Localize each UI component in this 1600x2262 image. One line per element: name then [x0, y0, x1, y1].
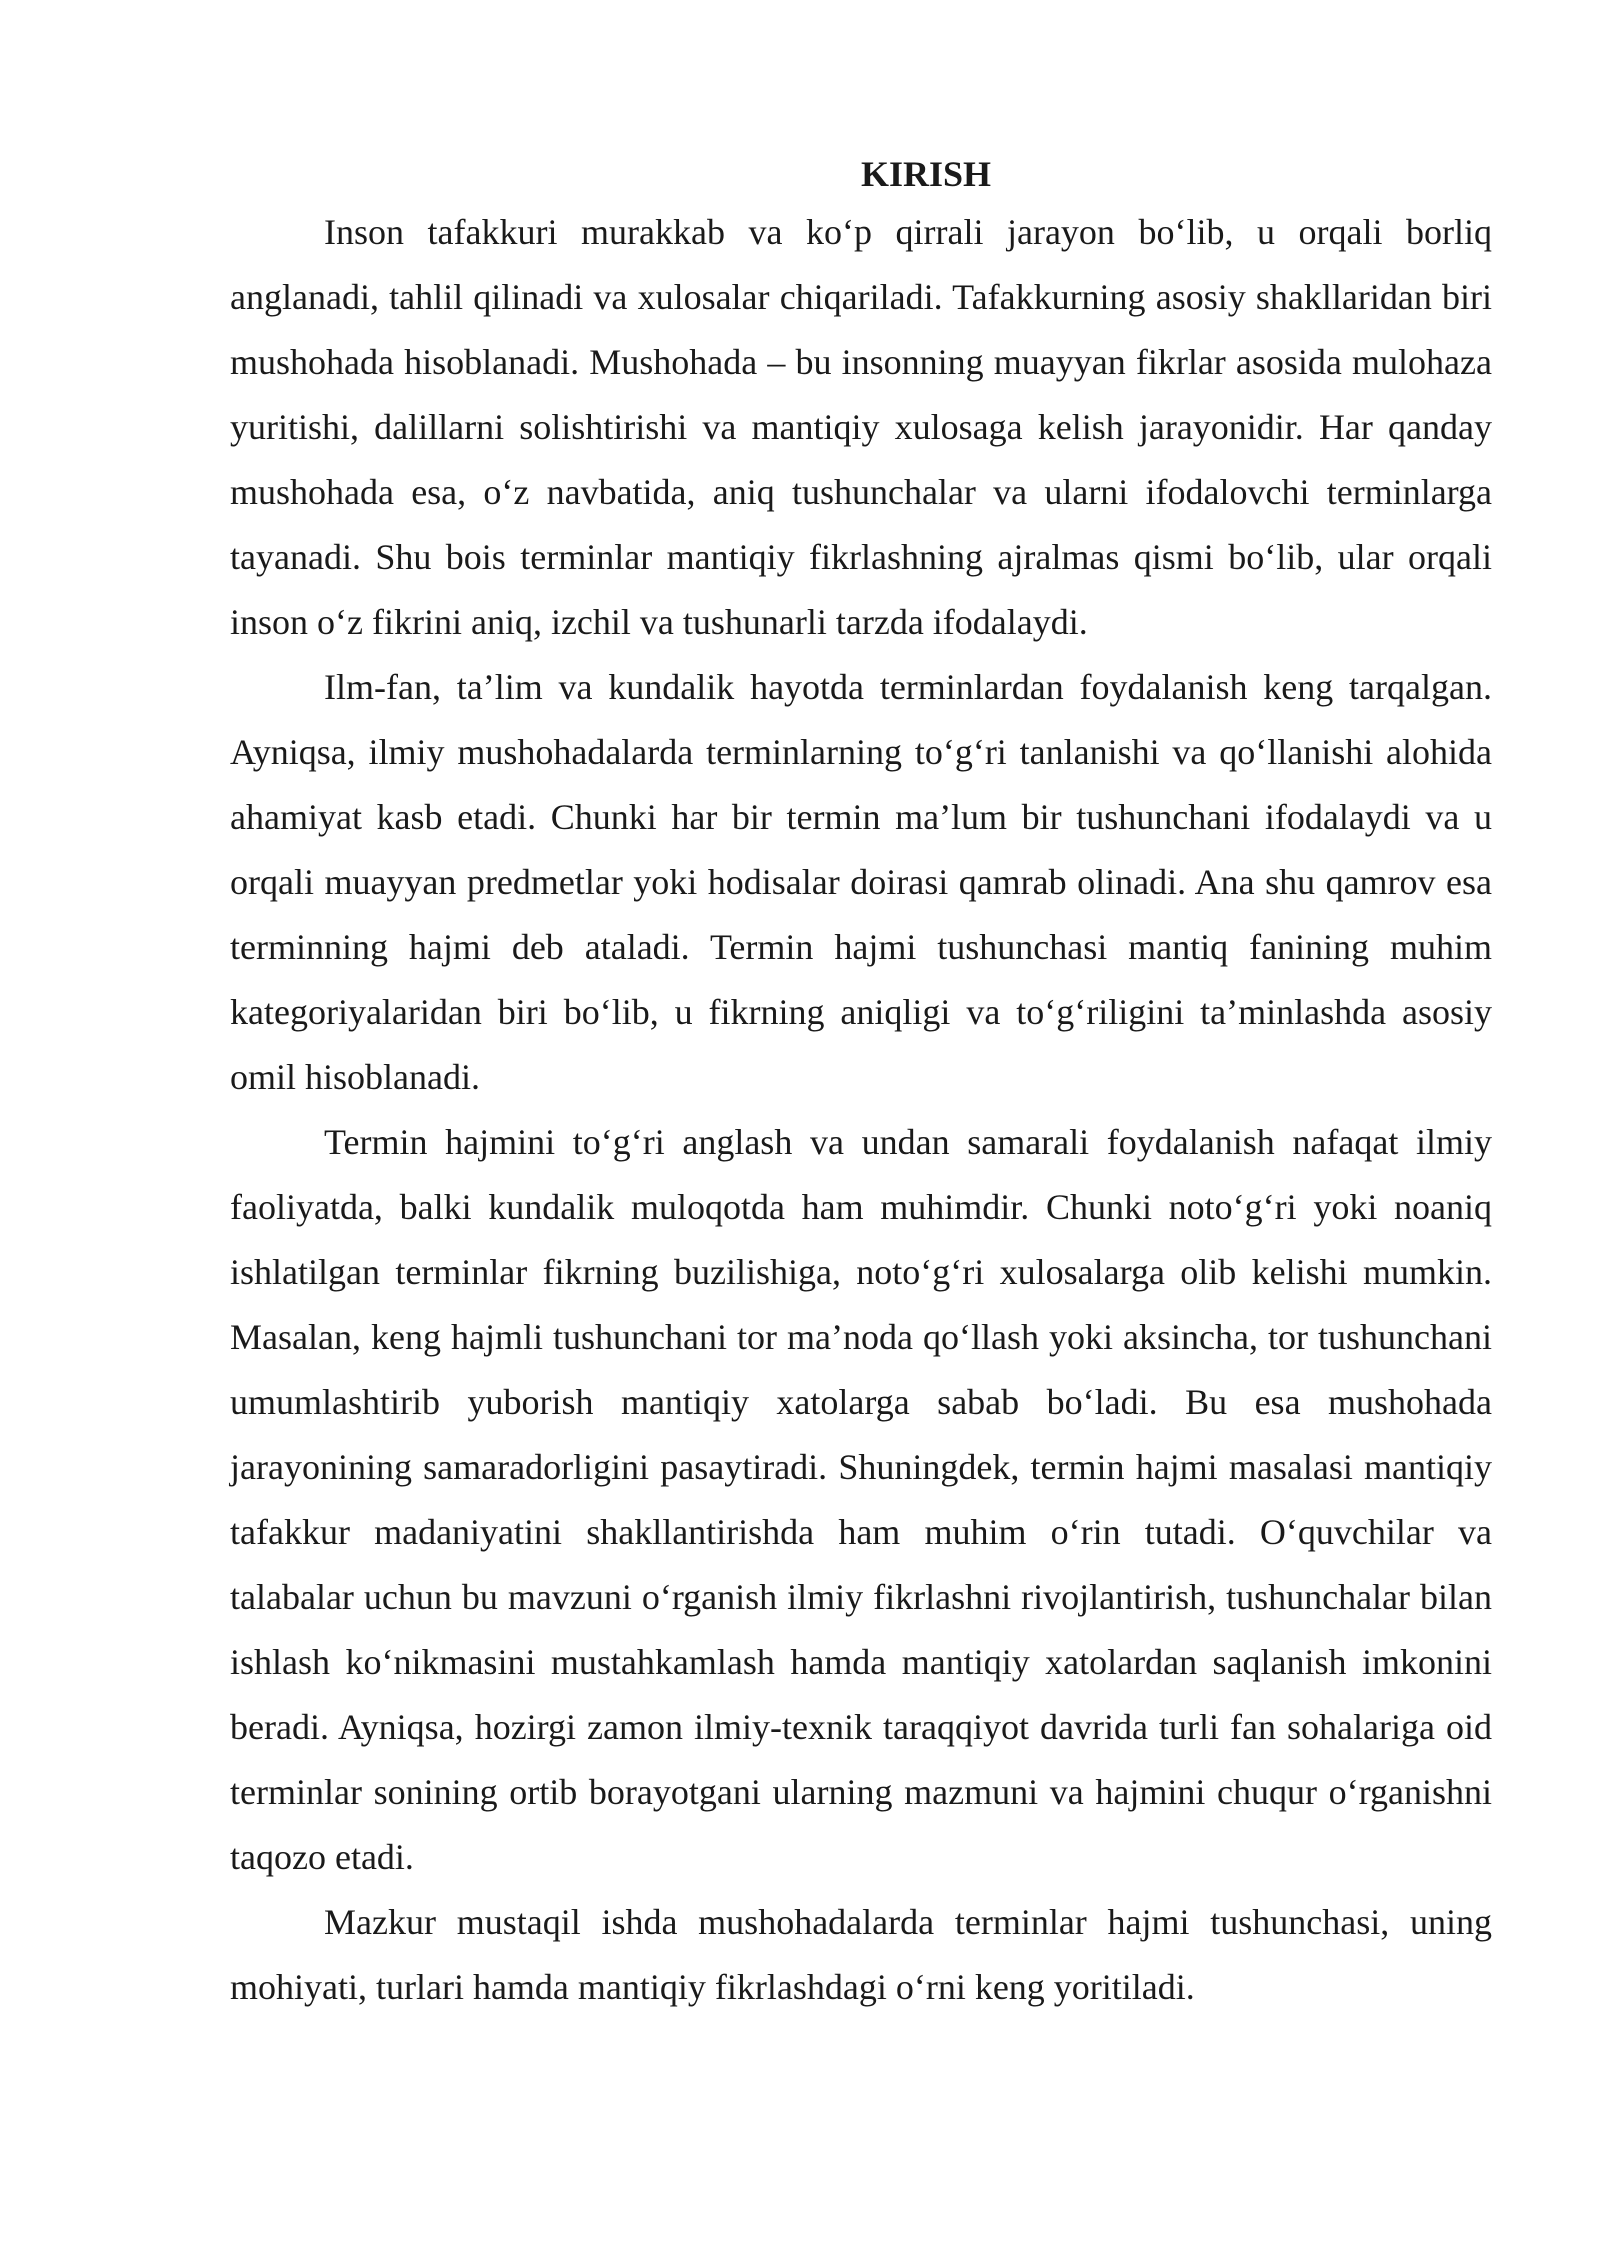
paragraph-scope: Mazkur mustaqil ishda mushohadalarda terminlar hajmi tushunchasi, uning mohiyati, turlari hamda mantiqiy fikrlashdagi o‘rni keng yoritiladi. — [230, 1902, 1492, 2007]
document-body — [230, 148, 1492, 2020]
paragraph-term-volume: Termin hajmini to‘g‘ri anglash va undan samarali foydalanish nafaqat ilmiy faoliyatda, balki kundalik muloqotda ham muhimdir. Chunki noto‘g‘ri yoki noaniq ishlatilgan terminlar fikrning buzilishiga, noto‘g‘ri xulosalarga olib kelishi mumkin. Masalan, keng hajmli tushunchani tor ma’noda qo‘llash yoki aksincha, tor tushunchani umumlashtirib yuborish mantiqiy xatolarga sabab bo‘ladi. Bu esa mushohada jarayonining samaradorligini pasaytiradi. Shuningdek, termin hajmi masalasi mantiqiy tafakkur madaniyatini shakllantirishda ham muhim o‘rin tutadi. O‘quvchilar va talabalar uchun bu mavzuni o‘rganish ilmiy fikrlashni rivojlantirish, tushunchalar bilan ishlash ko‘nikmasini mustahkamlash hamda mantiqiy xatolardan saqlanish imkonini beradi. Ayniqsa, hozirgi zamon ilmiy-texnik taraqqiyot davrida turli fan sohalariga oid terminlar sonining ortib borayotgani ularning mazmuni va hajmini chuqur o‘rganishni taqozo etadi. — [230, 1122, 1492, 1877]
section-title: KIRISH — [860, 154, 992, 194]
paragraph-intro: Inson tafakkuri murakkab va ko‘p qirrali jarayon bo‘lib, u orqali borliq anglanadi, tahlil qilinadi va xulosalar chiqariladi. Tafakkurning asosiy shakllaridan biri mushohada hisoblanadi. Mushohada – bu insonning muayyan fikrlar asosida mulohaza yuritishi, dalillarni solishtirishi va mantiqiy xulosaga kelish jarayonidir. Har qanday mushohada esa, o‘z navbatida, aniq tushunchalar va ularni ifodalovchi terminlarga tayanadi. Shu bois terminlar mantiqiy fikrlashning ajralmas qismi bo‘lib, ular orqali inson o‘z fikrini aniq, izchil va tushunarli tarzda ifodalaydi. — [230, 212, 1492, 642]
paragraph-terms-usage: Ilm-fan, ta’lim va kundalik hayotda terminlardan foydalanish keng tarqalgan. Ayniqsa, ilmiy mushohadalarda terminlarning to‘g‘ri tanlanishi va qo‘llanishi alohida ahamiyat kasb etadi. Chunki har bir termin ma’lum bir tushunchani ifodalaydi va u orqali muayyan predmetlar yoki hodisalar doirasi qamrab olinadi. Ana shu qamrov esa terminning hajmi deb ataladi. Termin hajmi tushunchasi mantiq fanining muhim kategoriyalaridan biri bo‘lib, u fikrning aniqligi va to‘g‘riligini ta’minlashda asosiy omil hisoblanadi. — [230, 667, 1492, 1097]
